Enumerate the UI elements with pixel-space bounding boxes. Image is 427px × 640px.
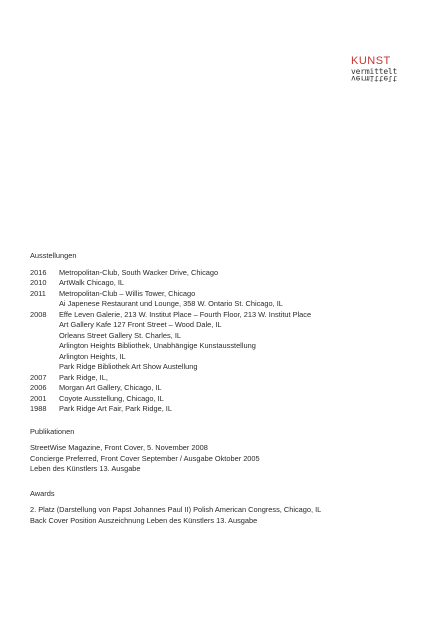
exhibition-row bbox=[30, 331, 410, 342]
exhibition-row bbox=[30, 278, 410, 289]
exhibition-text: Park Ridge, IL, bbox=[59, 372, 108, 382]
exhibition-text: Arlington Heights, IL bbox=[59, 351, 126, 361]
awards-heading: Awards bbox=[30, 488, 55, 498]
exhibitions-heading: Ausstellungen bbox=[30, 251, 77, 260]
exhibition-row bbox=[30, 394, 410, 405]
exhibition-year: 2010 bbox=[30, 278, 47, 287]
exhibition-text: Arlington Heights Bibliothek, Unabhängige Kunstausstellung bbox=[59, 341, 256, 350]
exhibition-text: Coyote Ausstellung, Chicago, IL bbox=[59, 393, 164, 403]
logo-title: KUNST bbox=[351, 55, 391, 67]
exhibition-text: ArtWalk Chicago, IL bbox=[59, 278, 125, 287]
logo bbox=[351, 56, 411, 82]
exhibition-row bbox=[30, 289, 410, 300]
publications-heading: Publikationen bbox=[30, 426, 75, 436]
exhibition-text: Art Gallery Kafe 127 Front Street – Wood Dale, IL bbox=[59, 320, 222, 329]
exhibition-row bbox=[30, 341, 410, 352]
exhibition-text: Orleans Street Gallery St. Charles, IL bbox=[59, 330, 181, 340]
exhibition-row bbox=[30, 383, 410, 394]
exhibition-year: 2001 bbox=[30, 393, 47, 403]
publications-list bbox=[30, 443, 410, 475]
exhibition-row bbox=[30, 268, 410, 279]
awards-list bbox=[30, 505, 410, 526]
exhibition-year: 2008 bbox=[30, 309, 47, 319]
exhibition-text: Metropolitan-Club – Willis Tower, Chicago bbox=[59, 288, 196, 298]
exhibition-row bbox=[30, 404, 410, 415]
document-body bbox=[30, 251, 410, 526]
exhibition-text: Effe Leven Galerie, 213 W. Institut Place – Fourth Floor, 213 W. Institut Place bbox=[59, 309, 312, 319]
exhibition-row bbox=[30, 373, 410, 384]
publication-item: Leben des Künstlers 13. Ausgabe bbox=[30, 464, 141, 473]
exhibition-year bbox=[30, 331, 59, 342]
award-item: Back Cover Position Auszeichnung Leben des Künstlers 13. Ausgabe bbox=[30, 515, 258, 525]
exhibitions-list bbox=[30, 268, 410, 415]
exhibition-row bbox=[30, 299, 410, 310]
exhibition-row bbox=[30, 320, 410, 331]
award-item: 2. Platz (Darstellung von Papst Johannes Paul II) Polish American Congress, Chicago, IL bbox=[30, 505, 322, 514]
exhibition-text: Ai Japenese Restaurant und Lounge, 358 W. Ontario St. Chicago, IL bbox=[59, 299, 283, 308]
exhibition-text: Morgan Art Gallery, Chicago, IL bbox=[59, 383, 162, 392]
exhibition-year bbox=[30, 320, 59, 331]
exhibition-text: Park Ridge Art Fair, Park Ridge, IL bbox=[59, 404, 172, 413]
exhibition-year bbox=[30, 352, 59, 363]
exhibition-year bbox=[30, 299, 59, 310]
publication-item: StreetWise Magazine, Front Cover, 5. November 2008 bbox=[30, 443, 208, 452]
exhibition-text: Metropolitan-Club, South Wacker Drive, Chicago bbox=[59, 267, 219, 277]
exhibition-year bbox=[30, 362, 59, 373]
exhibition-year: 2007 bbox=[30, 372, 47, 382]
exhibition-year: 2006 bbox=[30, 383, 47, 392]
exhibition-year: 1988 bbox=[30, 404, 47, 413]
exhibition-row bbox=[30, 352, 410, 363]
exhibition-row bbox=[30, 310, 410, 321]
logo-subtitle: vermittelt bbox=[351, 67, 398, 76]
exhibition-year: 2016 bbox=[30, 267, 47, 277]
exhibition-row bbox=[30, 362, 410, 373]
exhibition-text: Park Ridge Bibliothek Art Show Austellung bbox=[59, 362, 198, 371]
logo-subtitle-mirror: vermittelt bbox=[351, 74, 398, 83]
exhibition-year: 2011 bbox=[30, 288, 46, 298]
publication-item: Concierge Preferred, Front Cover September / Ausgabe Oktober 2005 bbox=[30, 453, 260, 463]
exhibition-year bbox=[30, 341, 59, 352]
